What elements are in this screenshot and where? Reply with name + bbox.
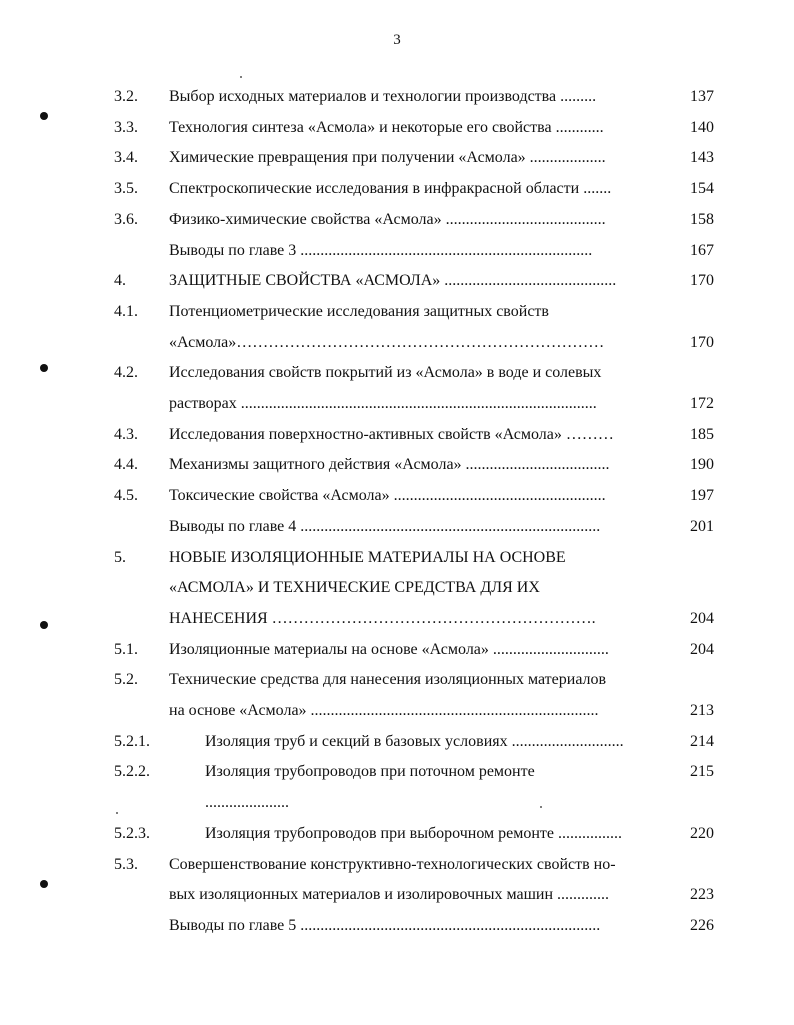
binding-hole-mark bbox=[40, 112, 48, 120]
toc-title: Исследования поверхностно-активных свойств «Асмола» ……… bbox=[169, 425, 614, 443]
toc-row bbox=[0, 455, 794, 475]
toc-page-number: 140 bbox=[690, 118, 714, 136]
toc-number: 5.1. bbox=[114, 640, 138, 658]
toc-number: 5.2. bbox=[114, 671, 138, 689]
toc-row bbox=[0, 640, 794, 660]
toc-row bbox=[0, 179, 794, 199]
toc-row bbox=[0, 333, 794, 353]
toc-title: растворах ......................................................................................... bbox=[169, 395, 597, 412]
toc-page-number: 215 bbox=[690, 763, 714, 781]
toc-page-number: 137 bbox=[690, 88, 714, 105]
toc-row bbox=[0, 210, 794, 230]
toc-title: Механизмы защитного действия «Асмола» .................................... bbox=[169, 456, 610, 474]
toc-row bbox=[0, 118, 794, 138]
scan-speck bbox=[240, 76, 242, 78]
toc-number: 4.1. bbox=[114, 302, 138, 320]
toc-number: 3.3. bbox=[114, 118, 138, 136]
toc-row bbox=[0, 701, 794, 721]
toc-row bbox=[0, 793, 794, 813]
toc-title: Токсические свойства «Асмола» ..................................................... bbox=[169, 487, 606, 505]
toc-page-number: 201 bbox=[690, 517, 714, 535]
toc-row bbox=[0, 732, 794, 752]
toc-title: Изоляция трубопроводов при выборочном ремонте ................ bbox=[205, 824, 623, 842]
toc-title: Выводы по главе 4 ........................................................................... bbox=[169, 517, 601, 535]
toc-row bbox=[0, 670, 794, 690]
toc-number: 5.3. bbox=[114, 855, 138, 873]
toc-page-number: 172 bbox=[690, 395, 714, 412]
toc-page-number: 143 bbox=[690, 149, 714, 167]
toc-row bbox=[0, 363, 794, 383]
toc-page-number: 167 bbox=[690, 241, 714, 259]
toc-page-number: 204 bbox=[690, 640, 714, 658]
toc-page-number: 185 bbox=[690, 425, 714, 443]
toc-title: НОВЫЕ ИЗОЛЯЦИОННЫЕ МАТЕРИАЛЫ НА ОСНОВЕ bbox=[169, 548, 566, 566]
toc-row bbox=[0, 548, 794, 568]
toc-row bbox=[0, 148, 794, 168]
toc-title: на основе «Асмола» ........................................................................ bbox=[169, 702, 599, 719]
toc-title: Химические превращения при получении «Асмола» ................... bbox=[169, 149, 606, 167]
toc-title: Технические средства для нанесения изоляционных материалов bbox=[169, 671, 607, 689]
toc-title: ЗАЩИТНЫЕ СВОЙСТВА «АСМОЛА» ........................................... bbox=[169, 272, 617, 290]
toc-page-number: 204 bbox=[690, 609, 714, 627]
toc-row bbox=[0, 302, 794, 322]
toc-page-number: 220 bbox=[690, 824, 714, 842]
toc-page-number: 170 bbox=[690, 272, 714, 290]
toc-title: «АСМОЛА» И ТЕХНИЧЕСКИЕ СРЕДСТВА ДЛЯ ИХ bbox=[169, 579, 540, 597]
toc-row bbox=[0, 425, 794, 445]
toc-row bbox=[0, 885, 794, 905]
scan-speck bbox=[540, 806, 542, 808]
toc-title: Выводы по главе 5 ........................................................................... bbox=[169, 916, 601, 934]
toc-title: Изоляция труб и секций в базовых условиях ............................ bbox=[205, 732, 624, 750]
toc-title: Изоляционные материалы на основе «Асмола» ............................. bbox=[169, 640, 609, 658]
toc-title: Выбор исходных материалов и технологии производства ......... bbox=[169, 88, 597, 105]
toc-row bbox=[0, 517, 794, 537]
page-number: 3 bbox=[393, 32, 401, 48]
toc-title: Технология синтеза «Асмола» и некоторые его свойства ............ bbox=[169, 118, 604, 136]
toc-row bbox=[0, 916, 794, 936]
toc-row bbox=[0, 762, 794, 782]
toc-number: 4.5. bbox=[114, 487, 138, 505]
toc-row bbox=[0, 855, 794, 875]
toc-title: вых изоляционных материалов и изолировочных машин ............. bbox=[169, 886, 610, 904]
binding-hole-mark bbox=[40, 621, 48, 629]
toc-page-number: 190 bbox=[690, 456, 714, 474]
toc-title: Выводы по главе 3 ......................................................................... bbox=[169, 241, 593, 259]
binding-hole-mark bbox=[40, 364, 48, 372]
toc-row bbox=[0, 609, 794, 629]
toc-number: 3.4. bbox=[114, 149, 138, 167]
toc-row bbox=[0, 486, 794, 506]
toc-number: 5. bbox=[114, 548, 126, 566]
toc-title: Исследования свойств покрытий из «Асмола» в воде и солевых bbox=[169, 364, 602, 382]
toc-row bbox=[0, 241, 794, 261]
binding-hole-mark bbox=[40, 880, 48, 888]
toc-page-number: 197 bbox=[690, 487, 714, 505]
toc-row bbox=[0, 394, 794, 414]
toc-number: 5.2.2. bbox=[114, 763, 150, 781]
toc-row bbox=[0, 271, 794, 291]
toc-number: 4.4. bbox=[114, 456, 138, 474]
toc-row bbox=[0, 578, 794, 598]
toc-number: 3.5. bbox=[114, 180, 138, 198]
toc-number: 3.2. bbox=[114, 88, 138, 105]
toc-page-number: 170 bbox=[690, 333, 714, 351]
toc-number: 4.2. bbox=[114, 364, 138, 382]
toc-number: 5.2.3. bbox=[114, 824, 150, 842]
toc-title: Потенциометрические исследования защитных свойств bbox=[169, 302, 549, 320]
toc-number: 3.6. bbox=[114, 210, 138, 228]
toc-title: Изоляция трубопроводов при поточном ремонте bbox=[205, 763, 535, 781]
toc-page-number: 158 bbox=[690, 210, 714, 228]
toc-title: Совершенствование конструктивно-технологических свойств но- bbox=[169, 855, 616, 873]
toc-page-number: 214 bbox=[690, 732, 714, 750]
toc-title: Спектроскопические исследования в инфракрасной области ....... bbox=[169, 180, 612, 198]
toc-title: «Асмола»…………………………………………………………… bbox=[169, 333, 605, 351]
toc-title: Физико-химические свойства «Асмола» ........................................ bbox=[169, 210, 606, 228]
toc-title: НАНЕСЕНИЯ ……………………………………………………. bbox=[169, 609, 596, 627]
toc-title: ..................... bbox=[205, 794, 289, 812]
toc-row bbox=[0, 824, 794, 844]
toc-number: 4.3. bbox=[114, 425, 138, 443]
scan-speck bbox=[116, 812, 118, 814]
toc-page-number: 154 bbox=[690, 180, 714, 198]
toc-number: 5.2.1. bbox=[114, 732, 150, 750]
toc-page-number: 226 bbox=[690, 916, 714, 934]
toc-page-number: 223 bbox=[690, 886, 714, 904]
toc-row bbox=[0, 87, 794, 107]
toc-page-number: 213 bbox=[690, 702, 714, 719]
toc-number: 4. bbox=[114, 272, 126, 290]
